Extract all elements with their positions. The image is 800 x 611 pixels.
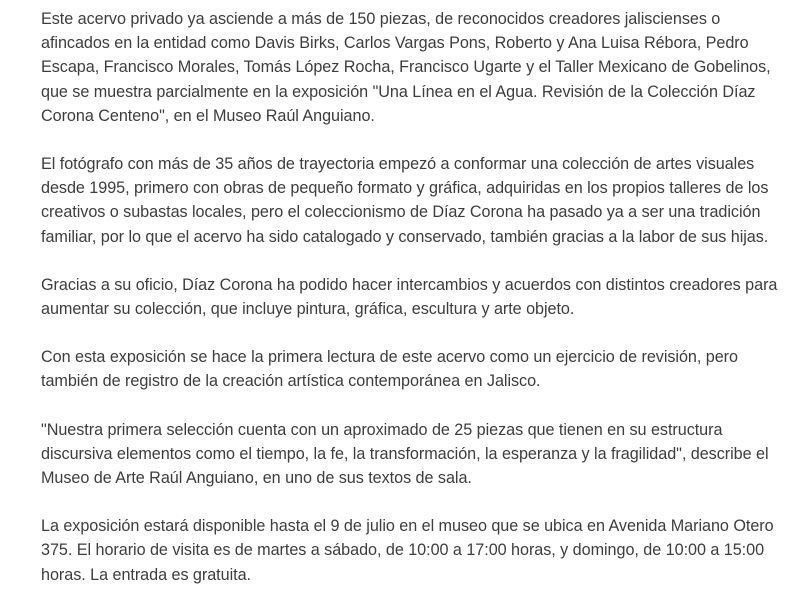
article-paragraph: Con esta exposición se hace la primera lectura de este acervo como un ejercicio de revisión, pero también de registro de la creación artística contemporánea en Jalisco. bbox=[41, 348, 738, 391]
article-paragraph: Gracias a su oficio, Díaz Corona ha podido hacer intercambios y acuerdos con distintos creadores para aumentar su colección, que incluye pintura, gráfica, escultura y arte objeto. bbox=[41, 275, 778, 319]
article-paragraph: El fotógrafo con más de 35 años de trayectoria empezó a conformar una colección de artes visuales desde 1995, primero con obras de pequeño formato y gráfica, adquiridas en los propios talleres de los creativos o subastas locales, pero el coleccionismo de Díaz Corona ha pasado ya a ser una tradición familiar, por lo que el acervo ha sido catalogado y conservado, también gracias a la labor de sus hijas. bbox=[41, 155, 769, 246]
article-paragraph: "Nuestra primera selección cuenta con un aproximado de 25 piezas que tienen en su estructura discursiva elementos como el tiempo, la fe, la transformación, la esperanza y la fragilidad", describe el Museo de Arte Raúl Anguiano, en uno de sus textos de sala. bbox=[41, 420, 769, 488]
article-paragraph: Este acervo privado ya asciende a más de 150 piezas, de reconocidos creadores jaliscienses o afincados en la entidad como Davis Birks, Carlos Vargas Pons, Roberto y Ana Luisa Rébora, Pedro Escapa, Francisco Morales, Tomás López Rocha, Francisco Ugarte y el Taller Mexicano de Gobelinos, que se muestra parcialmente en la exposición "Una Línea en el Agua. Revisión de la Colección Díaz Corona Centeno", en el Museo Raúl Anguiano. bbox=[41, 10, 771, 125]
article-paragraph: La exposición estará disponible hasta el 9 de julio en el museo que se ubica en Avenida Mariano Otero 375. El horario de visita es de martes a sábado, de 10:00 a 17:00 horas, y domingo, de 10:00 a 15:00 horas. La entrada es gratuita. bbox=[41, 517, 774, 584]
article-body bbox=[41, 7, 786, 611]
